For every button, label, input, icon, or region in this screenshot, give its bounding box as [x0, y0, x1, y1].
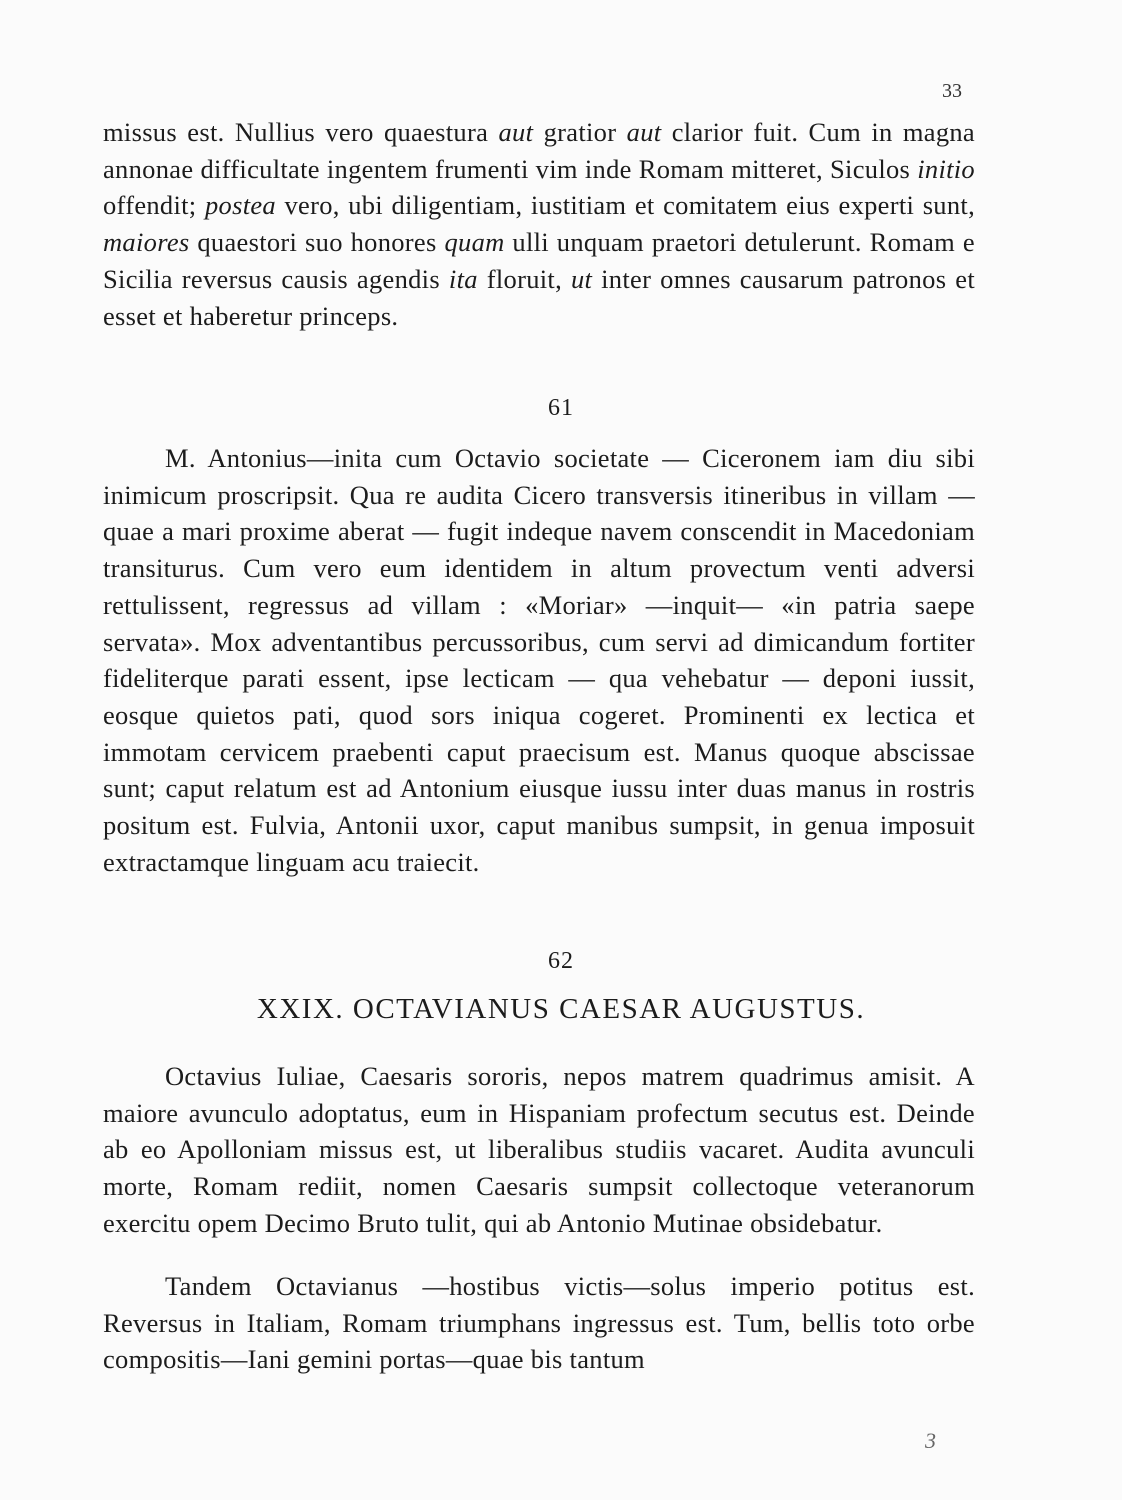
- emphasis-word: ita: [448, 263, 478, 294]
- paragraph-62-first: [103, 1058, 975, 1242]
- paragraph-text: Tandem Octavianus —hostibus victis—solus imperio potitus est. Reversus in Italiam, Romam triumphans ingressus est. Tum, bellis toto orbe compositis—Iani gemini portas—quae bis tantum: [103, 1271, 975, 1375]
- emphasis-word: aut: [498, 117, 534, 147]
- paragraph-62-second: [103, 1268, 975, 1378]
- text-run: gratior: [533, 117, 627, 147]
- paragraph-60-continuation: [103, 114, 975, 334]
- text-run: offendit;: [103, 190, 205, 221]
- section-number-61: 61: [548, 395, 574, 421]
- text-run: vero, ubi diligentiam, iustitiam et comitatem eius experti sunt,: [275, 190, 975, 221]
- section-number-62: 62: [548, 948, 574, 974]
- text-run: ulli unquam praetori detulerunt. Romam e Sicilia reversus causis agendis: [103, 227, 975, 294]
- text-run: inter omnes causarum patronos et esset et haberetur princeps.: [103, 263, 975, 331]
- text-run: quaestori suo honores: [189, 227, 445, 258]
- emphasis-word: ut: [570, 263, 593, 294]
- paragraph-text: Octavius Iuliae, Caesaris sororis, nepos matrem quadrimus amisit. A maiore avunculo adoptatus, eum in Hispaniam profectum secutus est. Deinde ab eo Apolloniam missus est, ut liberalibus studiis vacaret. Audita avunculi morte, Romam rediit, nomen Caesaris sumpsit collectoque veteranorum exercitu opem Decimo Bruto tulit, qui ab Antonio Mutinae obsidebatur.: [103, 1061, 975, 1238]
- text-run: clarior fuit. Cum in magna annonae difficultate ingentem frumenti vim inde Romam mitteret, Siculos: [103, 117, 975, 184]
- emphasis-word: quam: [444, 227, 505, 258]
- emphasis-word: maiores: [103, 227, 190, 258]
- emphasis-word: postea: [204, 190, 276, 221]
- paragraph-text: M. Antonius—inita cum Octavio societate — Ciceronem iam diu sibi inimicum proscripsit. Qua re audita Cicero transversis itineribus in villam — quae a mari proxime aberat — fugit indeque navem conscendit in Macedoniam transiturus. Cum vero eum identidem in altum provectum venti adversi rettulissent, regressus ad villam : «Moriar» —inquit— «in patria saepe servata». Mox adventantibus percussoribus, cum servi ad dimicandum fortiter fideliterque parati essent, ipse lecticam — qua vehebatur — deponi iussit, eosque quietos pati, quod sors iniqua cogeret. Prominenti ex lectica et immotam cervicem praebenti caput praecisum est. Manus quoque abscissae sunt; caput relatum est ad Antonium eiusque iussu inter duas manus in rostris positum est. Fulvia, Antonii uxor, caput manibus sumpsit, in genua imposuit extractamque linguam acu traiecit.: [103, 443, 975, 877]
- page-number: 33: [942, 80, 962, 102]
- emphasis-word: aut: [626, 117, 662, 147]
- chapter-title: XXIX. OCTAVIANUS CAESAR AUGUSTUS.: [256, 993, 866, 1025]
- text-run: missus est. Nullius vero quaestura: [103, 117, 499, 147]
- text-run: floruit,: [477, 263, 571, 294]
- paragraph-61: [103, 440, 975, 880]
- paragraph-text: [103, 114, 975, 334]
- emphasis-word: initio: [917, 153, 975, 184]
- signature-mark: 3: [925, 1428, 936, 1453]
